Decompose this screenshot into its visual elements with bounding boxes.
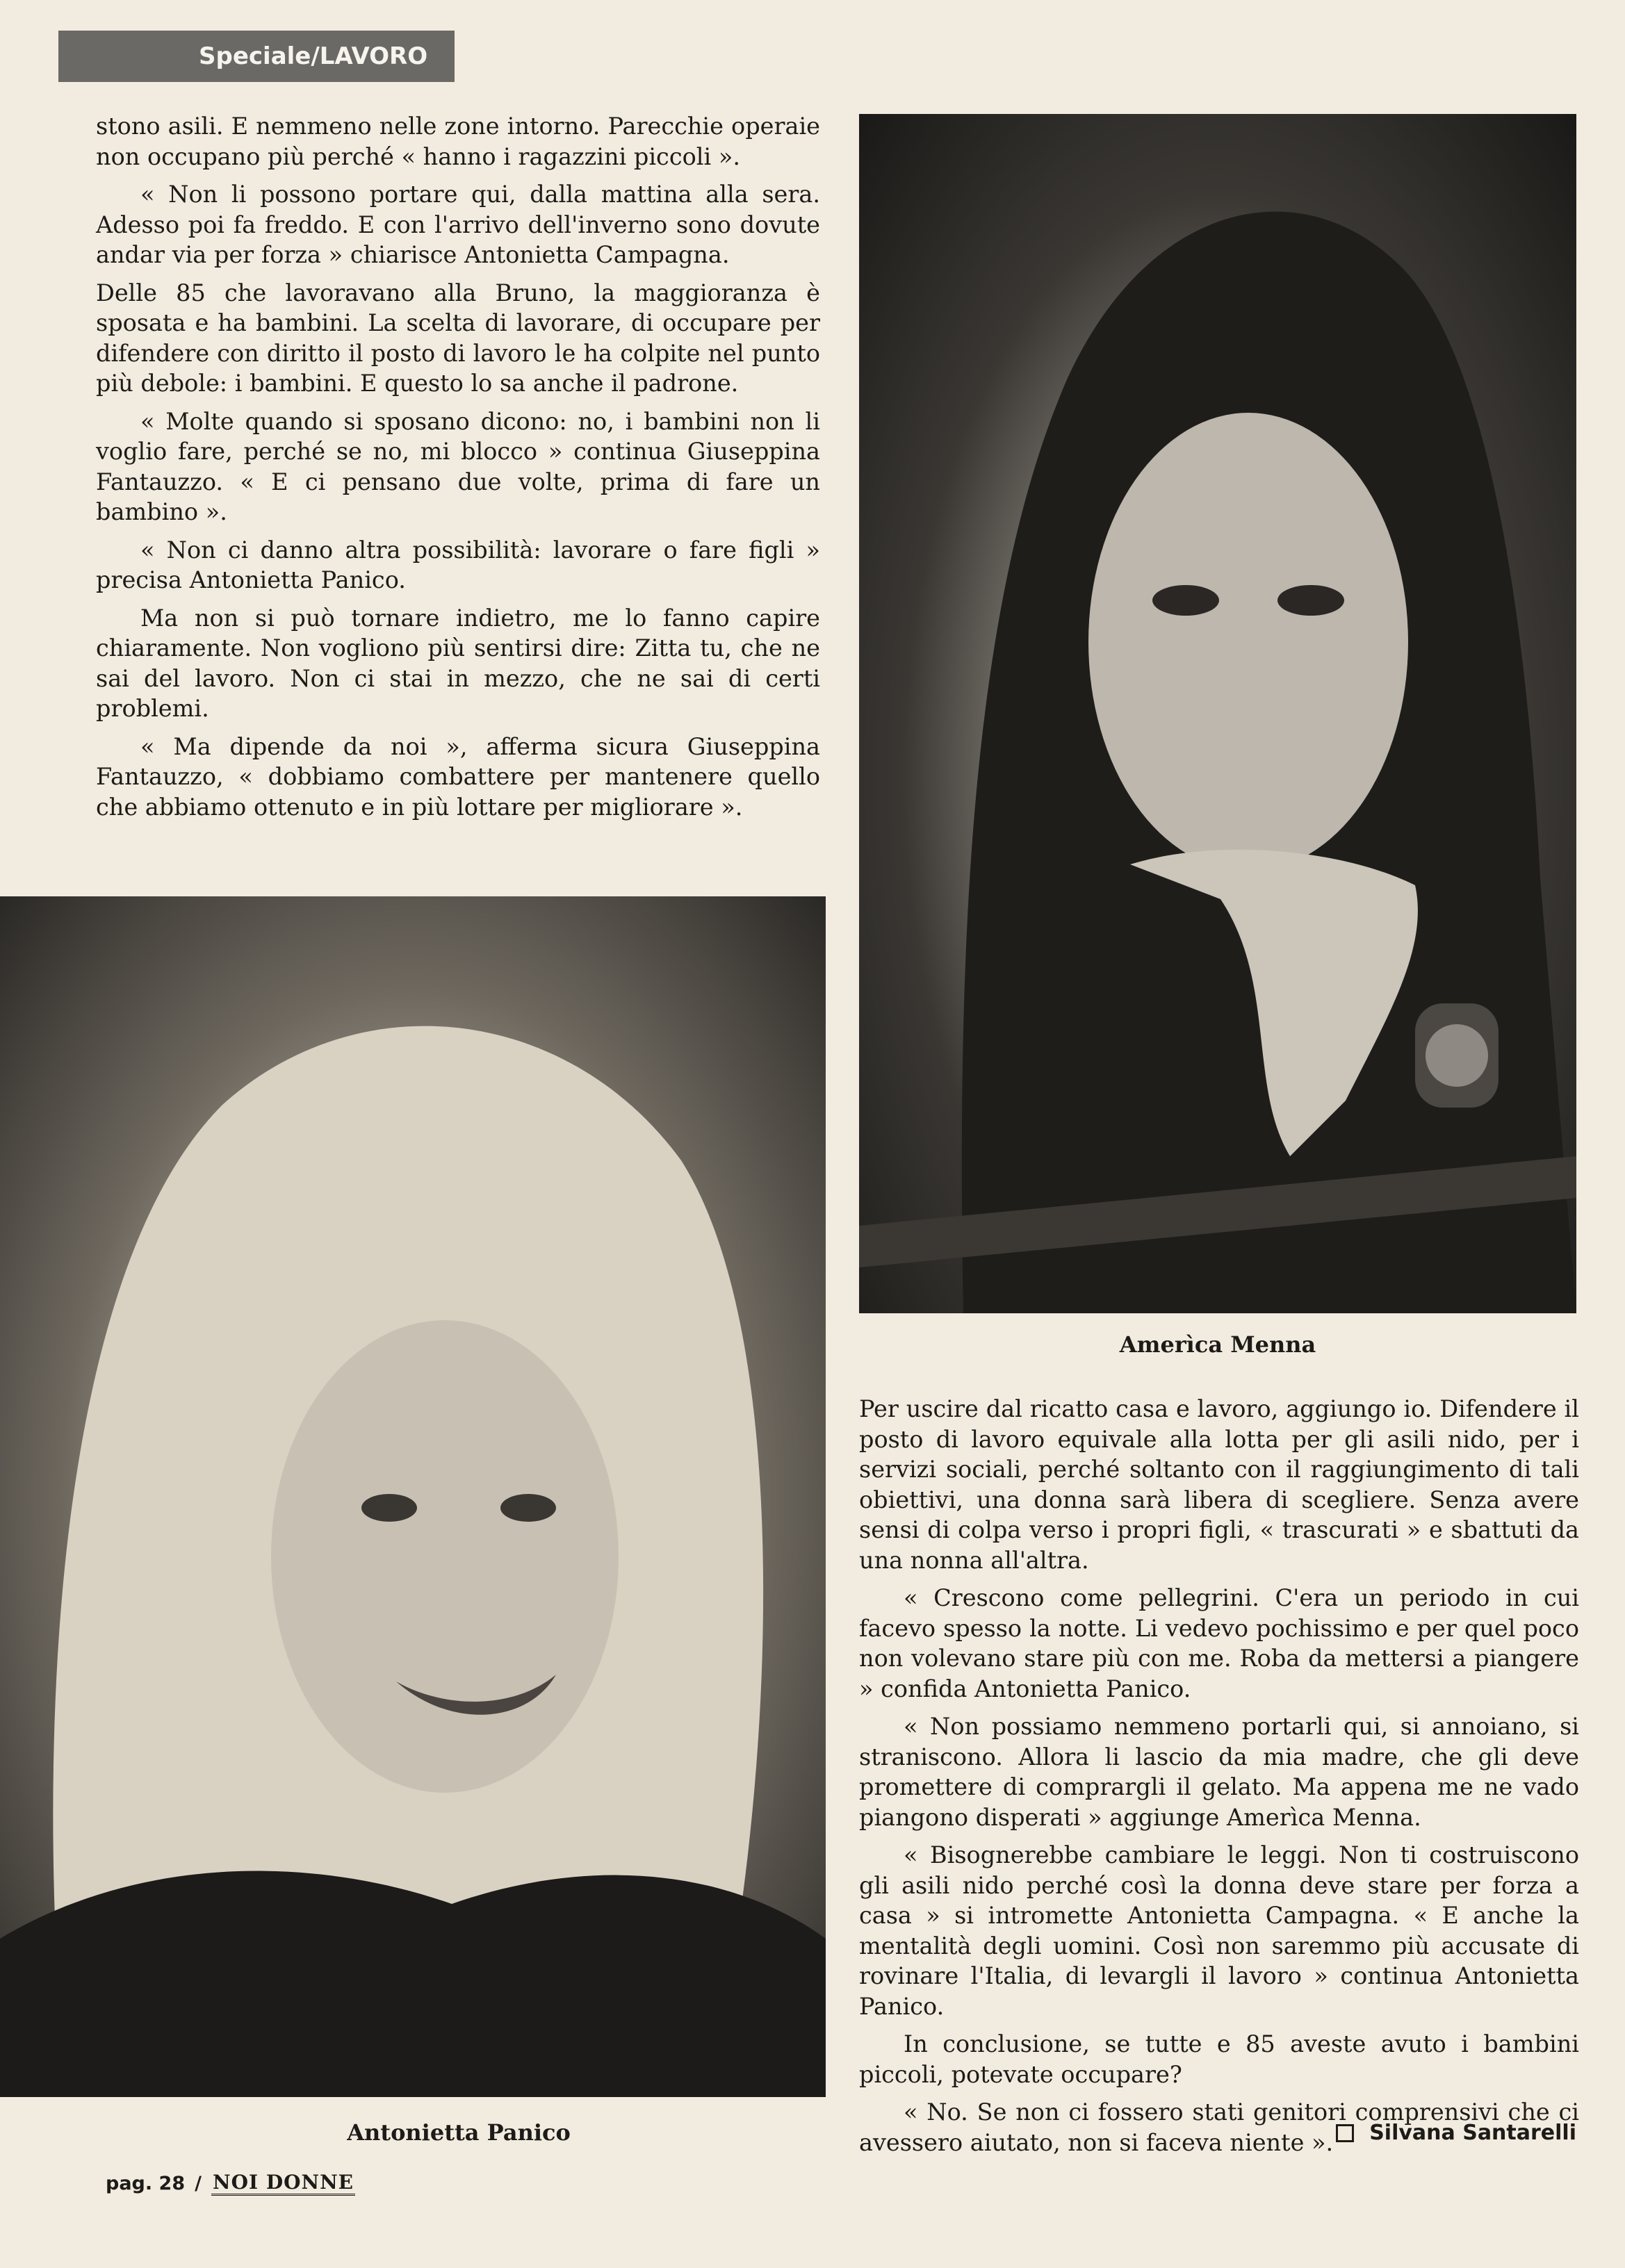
- paragraph: « Non ci danno altra possibilità: lavorare o fare figli » precisa Antonietta Panico.: [96, 536, 820, 593]
- portrait-photo-america-menna: [859, 114, 1576, 1313]
- paragraph: « Non li possono portare qui, dalla mattina alla sera. Adesso poi fa freddo. E con l'arrivo dell'inverno sono dovute andar via per forza » chiarisce Antonietta Campagna.: [96, 181, 820, 268]
- page-number: pag. 28: [106, 2172, 186, 2194]
- paragraph: « Ma dipende da noi », afferma sicura Giuseppina Fantauzzo, « dobbiamo combattere per mantenere quello che abbiamo ottenuto e in più lottare per migliorare ».: [96, 732, 820, 821]
- end-mark-icon: [1336, 2124, 1354, 2142]
- page-footer: [106, 2171, 355, 2196]
- paragraph: « Non possiamo nemmeno portarli qui, si annoiano, si straniscono. Allora li lascio da mia madre, che gli deve promettere di comprargli il gelato. Ma appena me ne vado piangono disperati » aggiunge Amerìca Menna.: [859, 1713, 1579, 1831]
- photo-caption: Antonietta Panico: [347, 2119, 571, 2146]
- footer-separator: /: [195, 2172, 202, 2194]
- portrait-illustration: [0, 896, 826, 2097]
- paragraph: Per uscire dal ricatto casa e lavoro, aggiungo io. Difendere il posto di lavoro equivale alla lotta per gli asili nido, per i servizi sociali, perché soltanto con il raggiungimento di tali obiettivi, una donna sarà libera di scegliere. Senza avere sensi di colpa verso i propri figli, « trascurati » e sbattuti da una nonna all'altra.: [859, 1395, 1579, 1574]
- paragraph: « Bisognerebbe cambiare le leggi. Non ti costruiscono gli asili nido perché così la donna deve stare per forza a casa » si intromette Antonietta Campagna. « E anche la mentalità degli uomini. Così non saremmo più accusate di rovinare l'Italia, di levargli il lavoro » continua Antonietta Panico.: [859, 1841, 1579, 2020]
- portrait-photo-antonietta-panico: [0, 896, 826, 2097]
- left-column-text: [96, 111, 820, 830]
- right-column-text: [859, 1394, 1579, 2165]
- paragraph: stono asili. E nemmeno nelle zone intorno. Parecchie operaie non occupano più perché « hanno i ragazzini piccoli ».: [96, 113, 820, 170]
- paragraph: « Molte quando si sposano dicono: no, i bambini non li voglio fare, perché se no, mi blocco » continua Giuseppina Fantauzzo. « E ci pensano due volte, prima di fare un bambino ».: [96, 407, 820, 525]
- photo-caption: Amerìca Menna: [1119, 1331, 1316, 1358]
- paragraph: In conclusione, se tutte e 85 aveste avuto i bambini piccoli, potevate occupare?: [859, 2030, 1579, 2088]
- paragraph: « No. Se non ci fossero stati genitori comprensivi che ci avessero aiutato, non si faceva niente ».: [859, 2098, 1579, 2156]
- portrait-illustration: [859, 114, 1576, 1313]
- paragraph: Delle 85 che lavoravano alla Bruno, la maggioranza è sposata e ha bambini. La scelta di lavorare, di occupare per difendere con diritto il posto di lavoro le ha colpite nel punto più debole: i bambini. E questo lo sa anche il padrone.: [96, 279, 820, 397]
- author-name: Silvana Santarelli: [1369, 2121, 1576, 2145]
- magazine-logo: NOI DONNE: [211, 2171, 355, 2196]
- paragraph: Ma non si può tornare indietro, me lo fanno capire chiaramente. Non vogliono più sentirsi dire: Zitta tu, che ne sai del lavoro. Non ci stai in mezzo, che ne sai di certi problemi.: [96, 604, 820, 722]
- author-signature: [1336, 2121, 1576, 2145]
- paragraph: « Crescono come pellegrini. C'era un periodo in cui facevo spesso la notte. Li vedevo pochissimo e per quel poco non volevano stare più con me. Roba da mettersi a piangere » confida Antonietta Panico.: [859, 1584, 1579, 1702]
- section-tag: Speciale/LAVORO: [58, 31, 455, 82]
